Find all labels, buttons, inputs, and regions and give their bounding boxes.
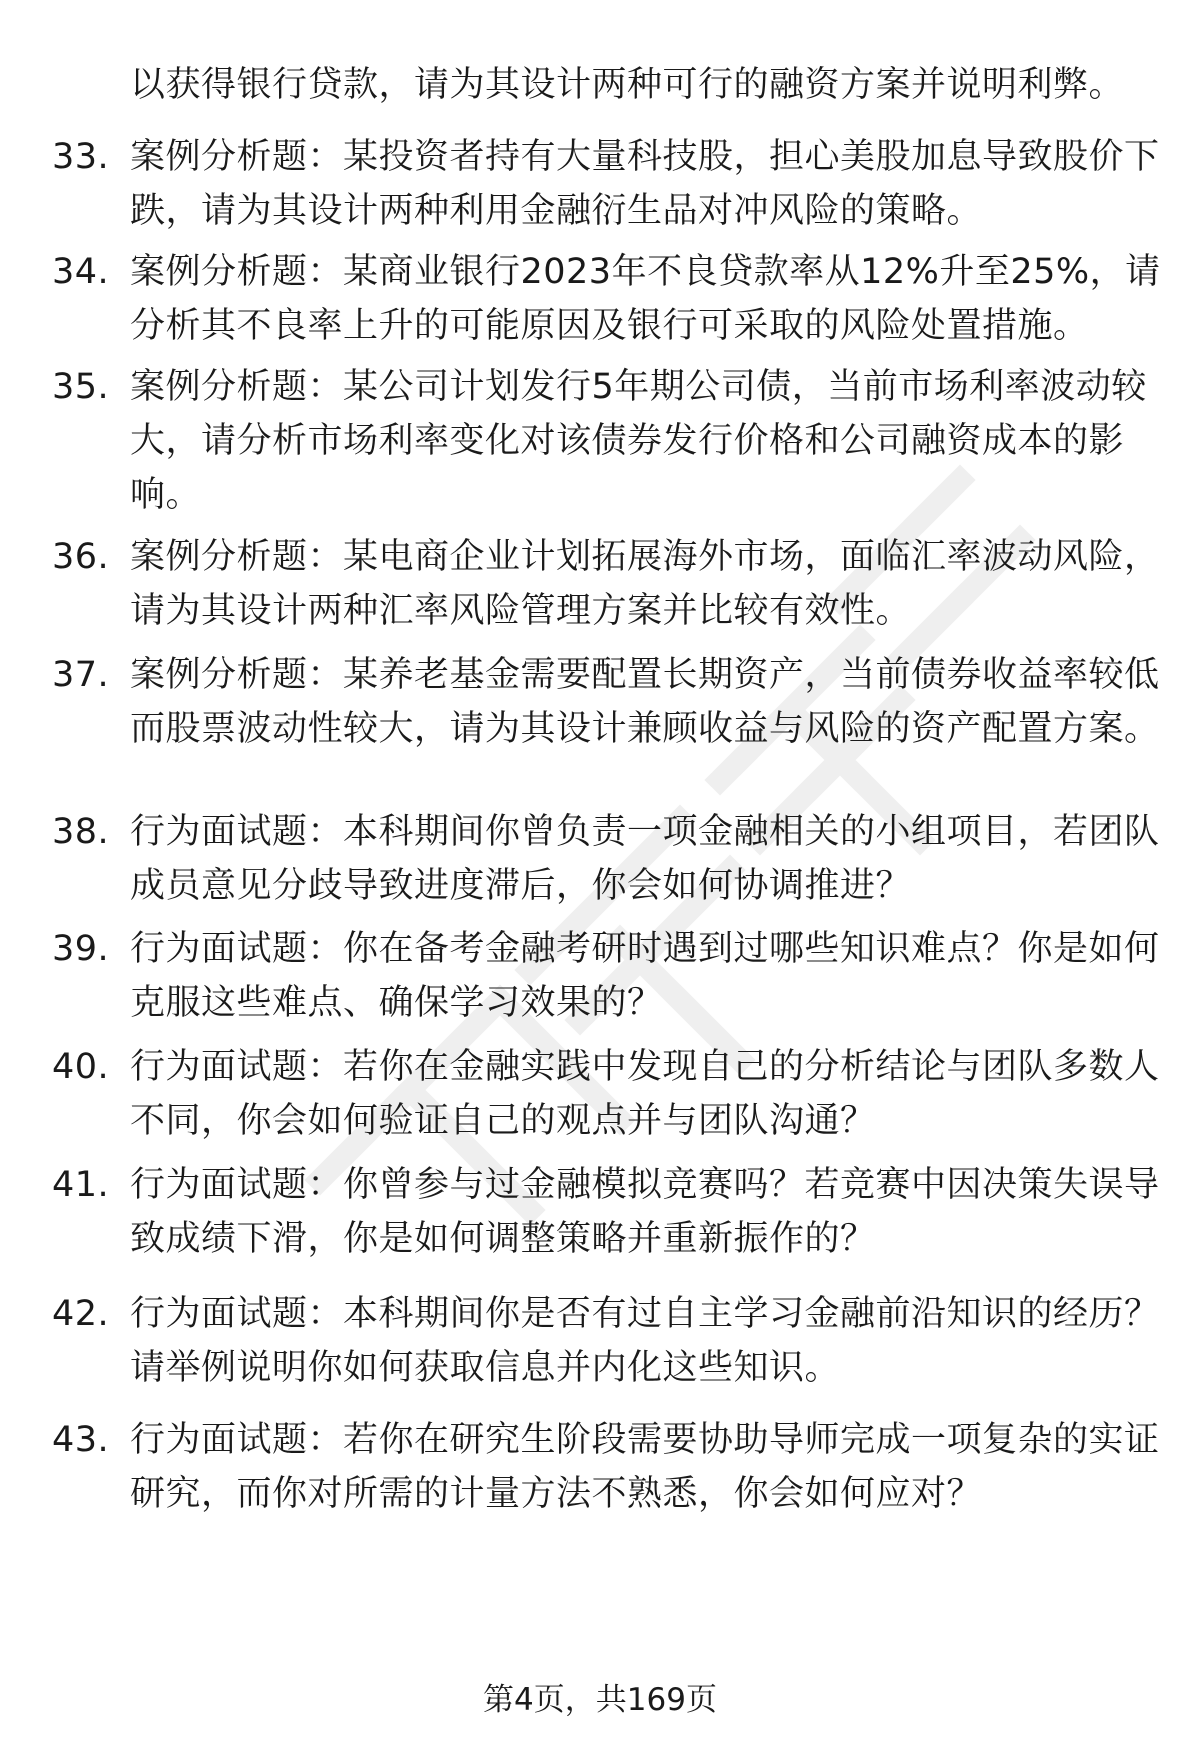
question-text: 行为面试题：本科期间你是否有过自主学习金融前沿知识的经历？请举例说明你如何获取信息并内化这些知识。 (130, 1294, 1160, 1388)
question-text: 行为面试题：你曾参与过金融模拟竞赛吗？若竞赛中因决策失误导致成绩下滑，你是如何调整策略并重新振作的？ (130, 1165, 1160, 1259)
question-number: 33. (52, 137, 110, 177)
question-number: 34. (52, 252, 110, 292)
continuation-text: 以获得银行贷款，请为其设计两种可行的融资方案并说明利弊。 (130, 65, 1125, 105)
question-item (52, 1040, 1162, 1148)
question-text: 行为面试题：若你在研究生阶段需要协助导师完成一项复杂的实证研究，而你对所需的计量方法不熟悉，你会如何应对？ (130, 1420, 1160, 1514)
question-item (52, 805, 1162, 913)
question-number: 39. (52, 929, 110, 969)
question-number: 42. (52, 1294, 110, 1334)
question-item (52, 922, 1162, 1030)
question-number: 36. (52, 537, 110, 577)
question-item (52, 245, 1162, 353)
question-text: 案例分析题：某电商企业计划拓展海外市场，面临汇率波动风险，请为其设计两种汇率风险管理方案并比较有效性。 (130, 537, 1160, 631)
question-text: 案例分析题：某商业银行2023年不良贷款率从12%升至25%，请分析其不良率上升的可能原因及银行可采取的风险处置措施。 (130, 252, 1161, 346)
page-footer: 第4页，共169页 (483, 1682, 717, 1718)
question-item (52, 648, 1162, 756)
question-number: 38. (52, 812, 110, 852)
question-item (52, 360, 1162, 522)
question-text: 案例分析题：某公司计划发行5年期公司债，当前市场利率波动较大，请分析市场利率变化对该债券发行价格和公司融资成本的影响。 (130, 367, 1147, 515)
question-item (52, 1158, 1162, 1266)
question-item (52, 1287, 1162, 1395)
question-text: 案例分析题：某投资者持有大量科技股，担心美股加息导致股价下跌，请为其设计两种利用金融衍生品对冲风险的策略。 (130, 137, 1160, 231)
question-text: 行为面试题：本科期间你曾负责一项金融相关的小组项目，若团队成员意见分歧导致进度滞后，你会如何协调推进？ (130, 812, 1160, 906)
question-text: 案例分析题：某养老基金需要配置长期资产，当前债券收益率较低而股票波动性较大，请为其设计兼顾收益与风险的资产配置方案。 (130, 655, 1160, 749)
question-number: 41. (52, 1165, 110, 1205)
question-number: 37. (52, 655, 110, 695)
question-item (52, 130, 1162, 238)
question-number: 40. (52, 1047, 110, 1087)
question-text: 行为面试题：你在备考金融考研时遇到过哪些知识难点？你是如何克服这些难点、确保学习效果的？ (130, 929, 1160, 1023)
question-item (52, 1413, 1162, 1521)
question-number: 35. (52, 367, 110, 407)
question-item (52, 530, 1162, 638)
question-text: 行为面试题：若你在金融实践中发现自己的分析结论与团队多数人不同，你会如何验证自己的观点并与团队沟通？ (130, 1047, 1160, 1141)
question-number: 43. (52, 1420, 110, 1460)
